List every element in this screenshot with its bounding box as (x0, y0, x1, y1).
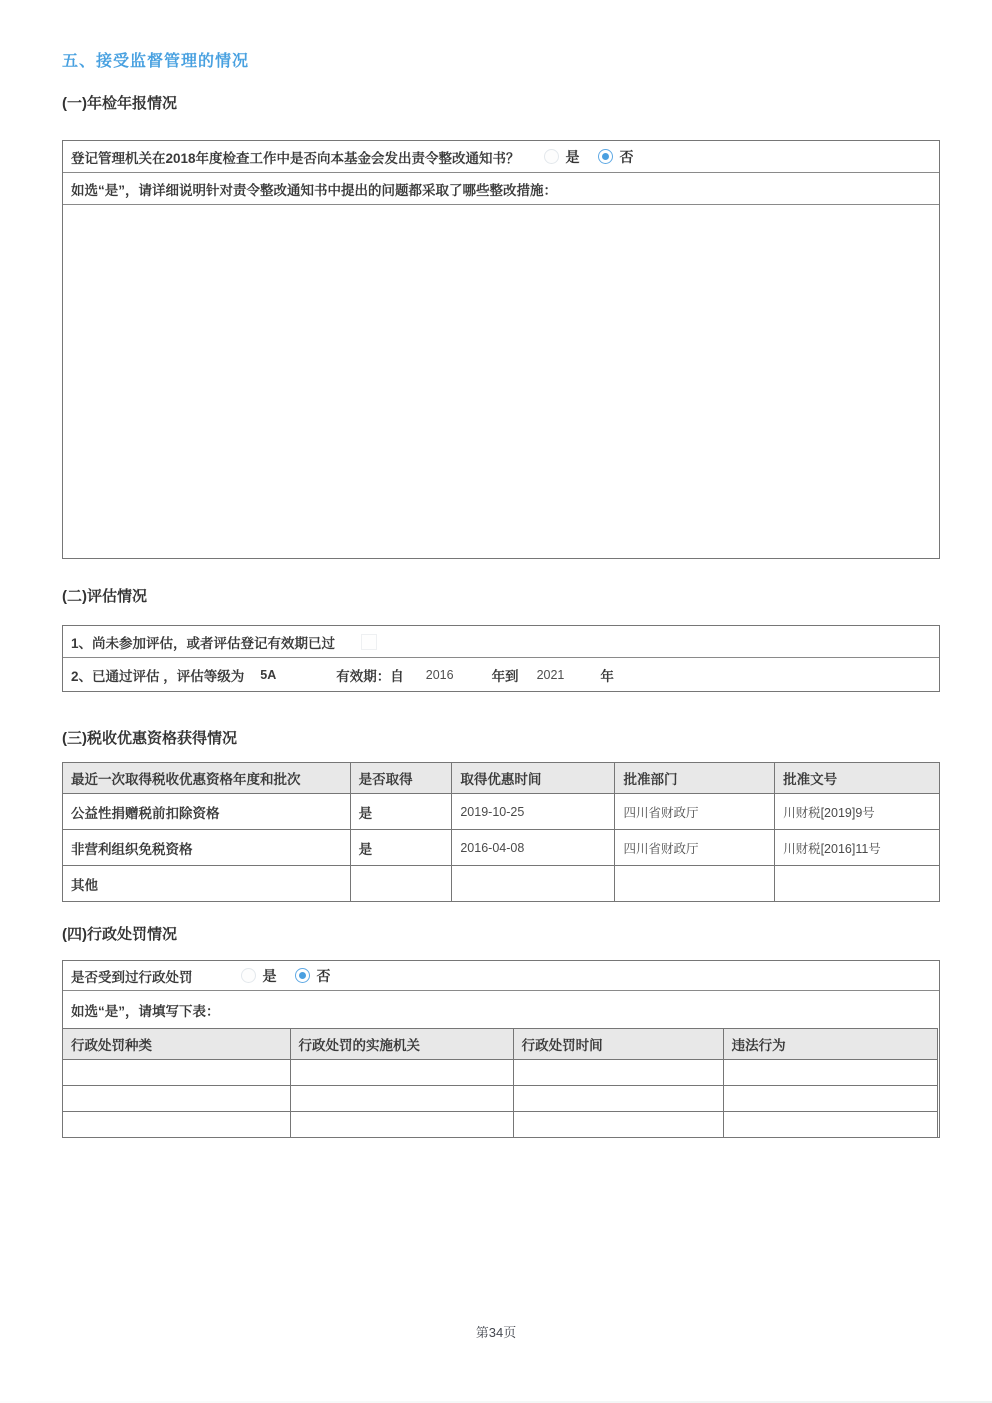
annual-check-question: 登记管理机关在2018年度检查工作中是否向本基金会发出责令整改通知书？ (71, 150, 520, 166)
tax-cell-obtained[interactable] (350, 866, 452, 902)
penalty-cell[interactable] (63, 1112, 291, 1138)
penalty-cell[interactable] (723, 1060, 937, 1086)
annual-check-details-area[interactable] (63, 205, 939, 558)
radio-no[interactable] (295, 968, 310, 983)
evaluation-validity-label: 有效期：自 (336, 668, 404, 684)
tax-col-authority: 批准部门 (615, 763, 775, 794)
page-number: 第34页 (475, 1325, 517, 1340)
evaluation-year-suffix: 年 (600, 668, 614, 684)
penalty-header-row (63, 1029, 938, 1060)
tax-cell-obtained: 是 (350, 830, 452, 866)
table-row (63, 830, 940, 866)
penalty-table (62, 1028, 938, 1138)
evaluation-box (62, 625, 940, 692)
evaluation-item1-label: 1、尚未参加评估，或者评估登记有效期已过 (71, 635, 336, 651)
penalty-cell[interactable] (513, 1086, 723, 1112)
tax-cell-authority[interactable] (615, 866, 775, 902)
penalty-cell[interactable] (723, 1086, 937, 1112)
radio-no-label[interactable]: 否 (619, 148, 634, 165)
penalty-cell[interactable] (63, 1060, 291, 1086)
radio-yes-label[interactable]: 是 (565, 148, 580, 165)
penalty-cell[interactable] (290, 1086, 513, 1112)
penalty-col-violation: 违法行为 (723, 1029, 937, 1060)
annual-check-box (62, 140, 940, 559)
section-title-supervision: 五、接受监督管理的情况 (62, 53, 250, 70)
radio-yes[interactable] (544, 149, 559, 164)
tax-col-obtained: 是否取得 (350, 763, 452, 794)
table-row (63, 794, 940, 830)
tax-cell-authority: 四川省财政厅 (615, 794, 775, 830)
penalty-cell[interactable] (513, 1060, 723, 1086)
penalty-question: 是否受到过行政处罚 (71, 969, 193, 985)
evaluation-grade-value[interactable]: 5A (260, 667, 277, 682)
annual-check-question-row (63, 141, 939, 173)
penalty-col-type: 行政处罚种类 (63, 1029, 291, 1060)
tax-table (62, 762, 940, 902)
penalty-question-row (63, 961, 939, 991)
evaluation-item1-checkbox[interactable] (361, 634, 377, 650)
tax-header-row (63, 763, 940, 794)
tax-col-date: 取得优惠时间 (452, 763, 615, 794)
subsection-evaluation-title: (二)评估情况 (62, 588, 147, 605)
penalty-col-time: 行政处罚时间 (513, 1029, 723, 1060)
tax-cell-date: 2016-04-08 (452, 830, 615, 866)
table-row (63, 866, 940, 902)
radio-no-label[interactable]: 否 (316, 967, 331, 984)
subsection-annual-check-title: (一)年检年报情况 (62, 95, 177, 112)
penalty-followup-row (63, 991, 939, 1028)
radio-yes[interactable] (241, 968, 256, 983)
table-row (63, 1112, 938, 1138)
annual-check-followup-row (63, 173, 939, 205)
tax-cell-authority: 四川省财政厅 (615, 830, 775, 866)
subsection-penalty-title: (四)行政处罚情况 (62, 926, 177, 943)
tax-cell-label: 其他 (63, 866, 351, 902)
evaluation-from-year-value[interactable]: 2016 (425, 667, 454, 682)
penalty-cell[interactable] (723, 1112, 937, 1138)
evaluation-item2-label: 2、已通过评估 ，评估等级为 (71, 668, 245, 684)
penalty-followup-label: 如选“是”，请填写下表： (71, 1003, 220, 1019)
evaluation-item1-row (63, 626, 939, 658)
tax-col-docnumber: 批准文号 (775, 763, 940, 794)
penalty-cell[interactable] (513, 1112, 723, 1138)
penalty-cell[interactable] (290, 1112, 513, 1138)
evaluation-to-label: 年到 (491, 668, 519, 684)
tax-cell-docnumber[interactable] (775, 866, 940, 902)
tax-cell-date[interactable] (452, 866, 615, 902)
annual-check-followup-label: 如选“是”，请详细说明针对责令整改通知书中提出的问题都采取了哪些整改措施： (71, 182, 557, 198)
tax-cell-obtained: 是 (350, 794, 452, 830)
tax-cell-docnumber: 川财税[2016]11号 (775, 830, 940, 866)
evaluation-item2-row (63, 658, 939, 691)
annual-check-radio-group (544, 147, 652, 167)
penalty-radio-group (241, 966, 349, 986)
tax-col-qualification: 最近一次取得税收优惠资格年度和批次 (63, 763, 351, 794)
penalty-box (62, 960, 940, 1138)
tax-cell-label: 公益性捐赠税前扣除资格 (63, 794, 351, 830)
tax-cell-date: 2019-10-25 (452, 794, 615, 830)
radio-yes-label[interactable]: 是 (262, 967, 277, 984)
tax-table-wrap (62, 762, 940, 902)
subsection-tax-title: (三)税收优惠资格获得情况 (62, 730, 237, 747)
table-row (63, 1060, 938, 1086)
penalty-col-agency: 行政处罚的实施机关 (290, 1029, 513, 1060)
table-row (63, 1086, 938, 1112)
penalty-cell[interactable] (290, 1060, 513, 1086)
radio-no[interactable] (598, 149, 613, 164)
penalty-cell[interactable] (63, 1086, 291, 1112)
evaluation-to-year-value[interactable]: 2021 (536, 667, 565, 682)
tax-cell-label: 非营利组织免税资格 (63, 830, 351, 866)
tax-cell-docnumber: 川财税[2019]9号 (775, 794, 940, 830)
